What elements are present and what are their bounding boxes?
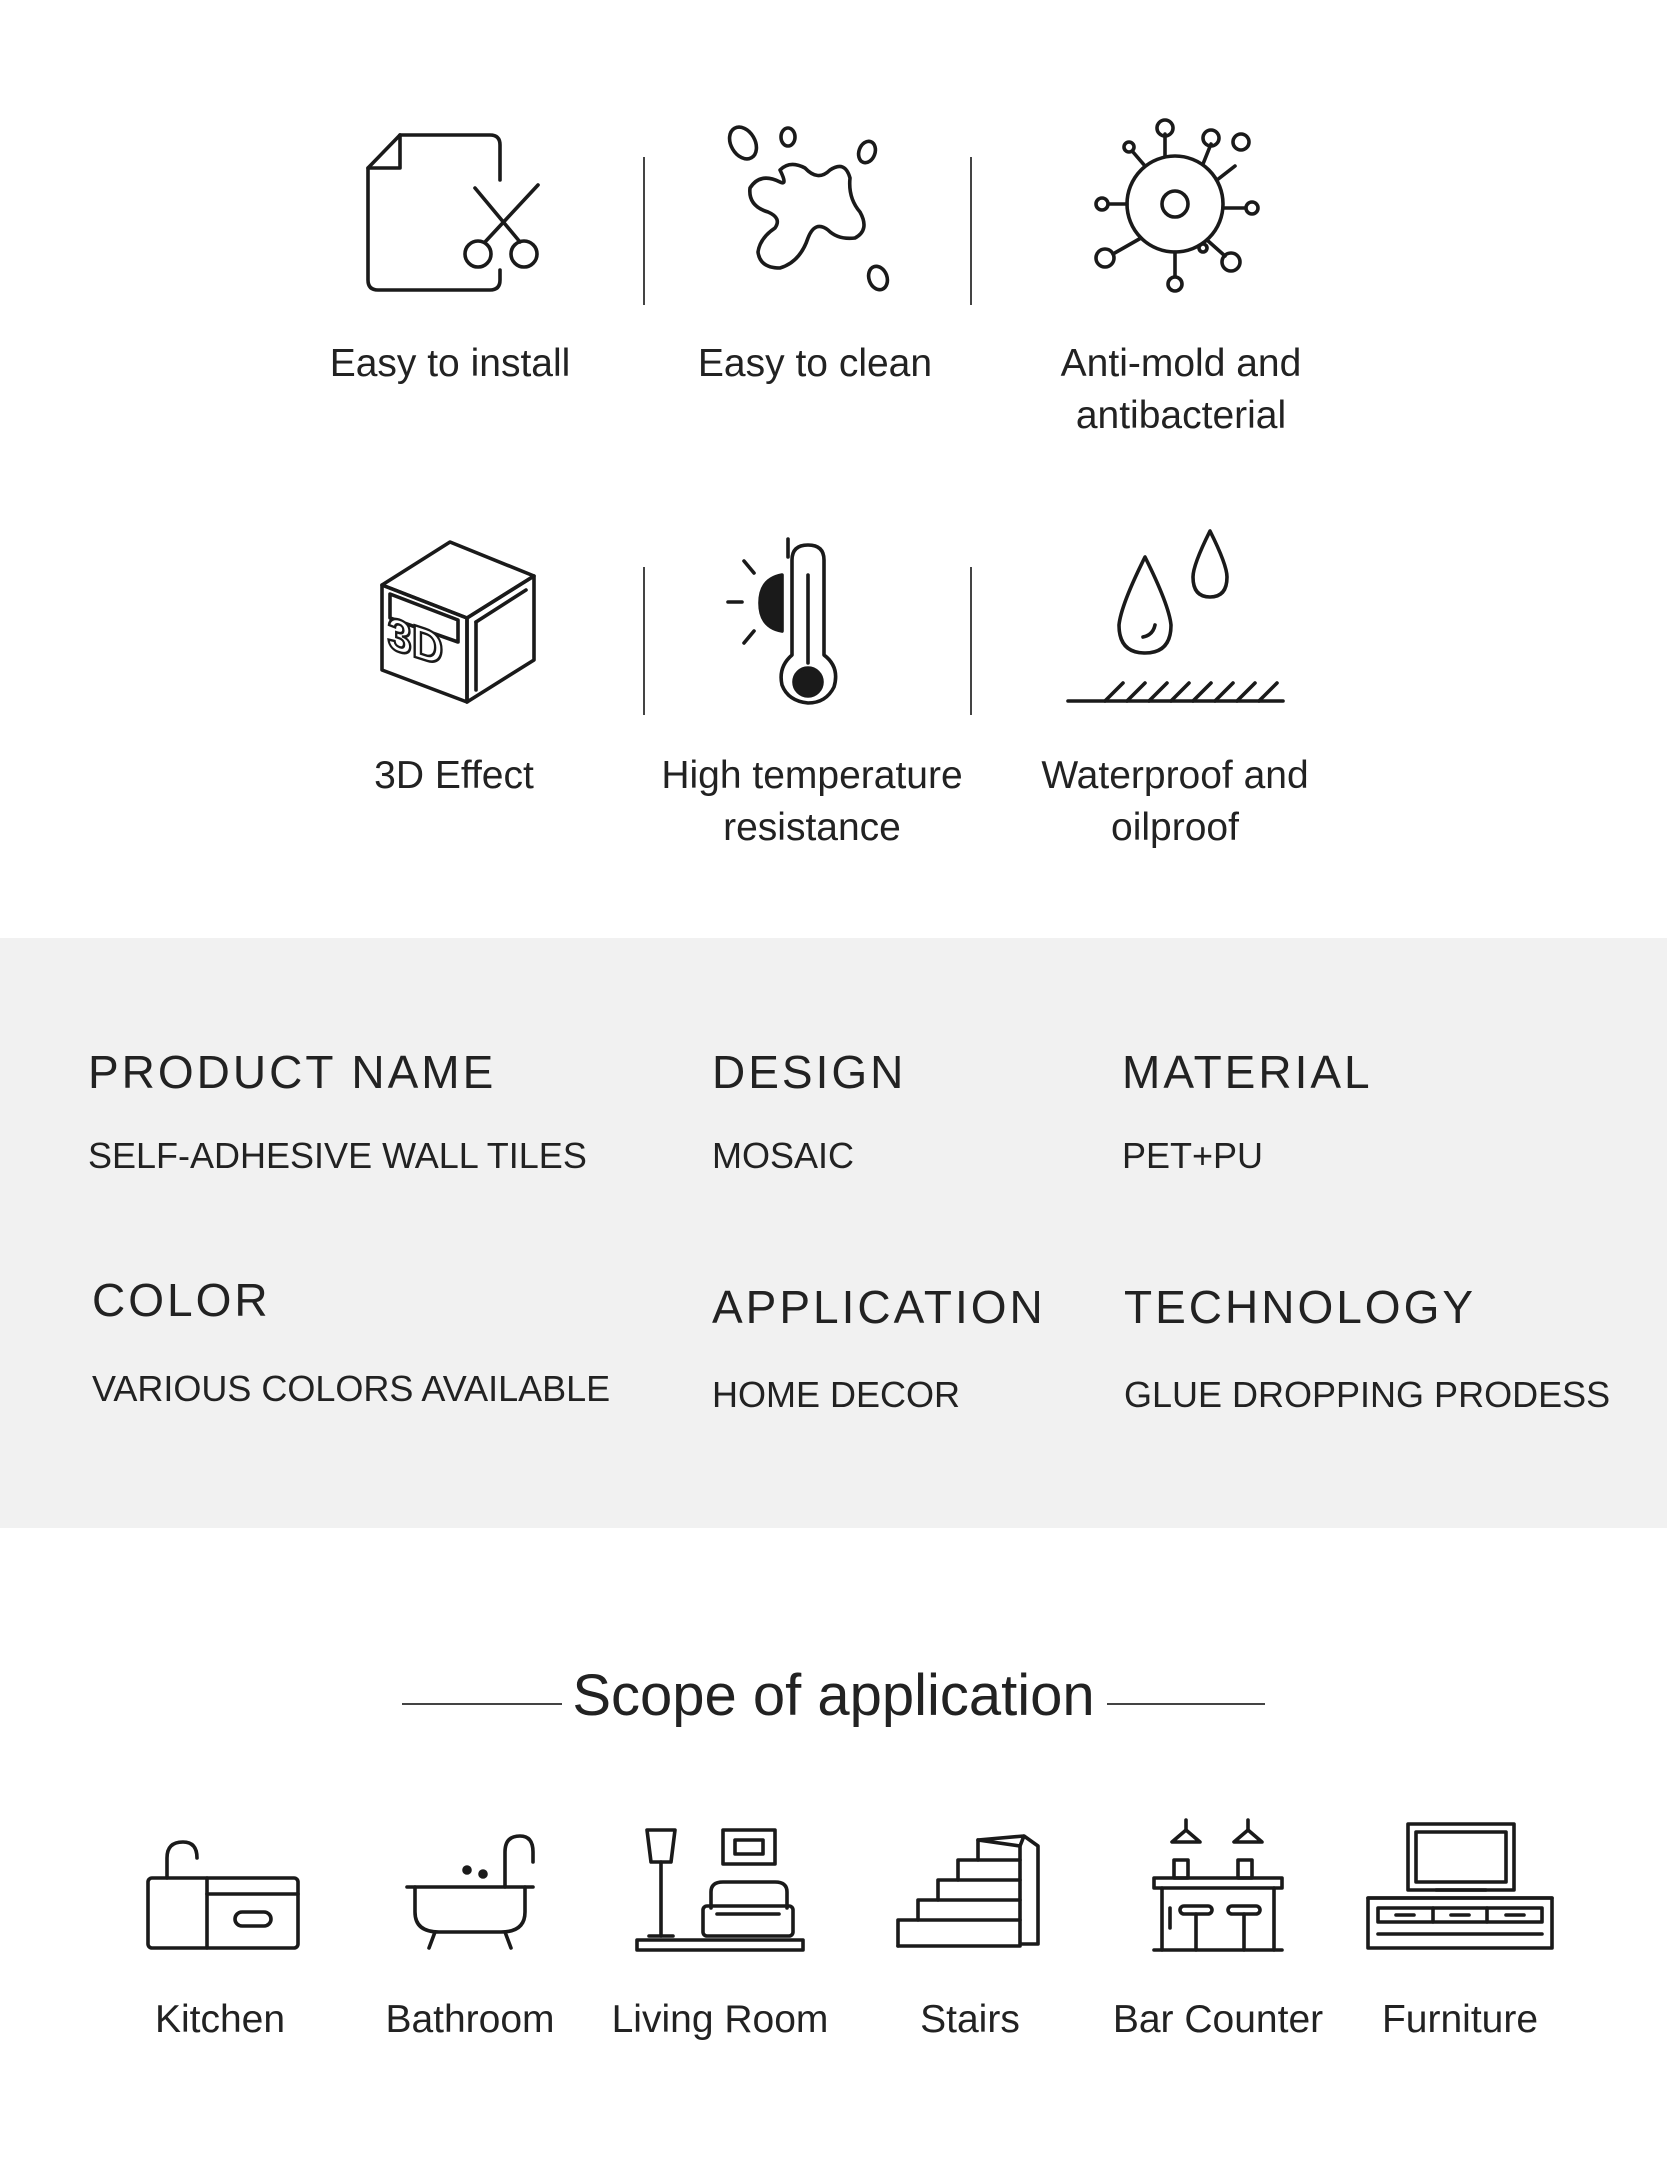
feature-waterproof: [1065, 525, 1285, 710]
bacteria-icon: [1085, 118, 1265, 298]
spec-value-color: VARIOUS COLORS AVAILABLE: [92, 1368, 611, 1409]
water-drops-icon: [1065, 525, 1285, 705]
feature-easy-clean: [720, 120, 900, 305]
feature-label: Waterproof and oilproof: [1041, 754, 1309, 849]
feature-divider: [970, 157, 972, 305]
feature-high-temperature: [722, 535, 872, 710]
scope-label: Stairs: [920, 1998, 1020, 2041]
scope-label: Bar Counter: [1112, 1998, 1324, 2041]
feature-3d-effect: [372, 530, 542, 715]
scope-label: Kitchen: [154, 1998, 286, 2041]
spec-heading-color: COLOR: [92, 1274, 271, 1326]
spec-panel: [0, 938, 1667, 1528]
feature-label: Easy to clean: [697, 342, 933, 385]
spec-value-technology: GLUE DROPPING PRODESS: [1124, 1374, 1611, 1415]
spec-value-design: MOSAIC: [712, 1135, 855, 1176]
scope-rule-right: [1107, 1703, 1265, 1705]
scope-title: Scope of application: [572, 1663, 1095, 1728]
spec-heading-material: MATERIAL: [1122, 1046, 1373, 1098]
scope-label: Living Room: [611, 1998, 829, 2041]
bathtub-icon: [405, 1832, 535, 1952]
stairs-icon: [896, 1832, 1044, 1948]
living-room-icon: [635, 1828, 805, 1953]
scissors-document-icon: [360, 130, 550, 300]
bar-counter-icon: [1150, 1818, 1285, 1956]
scope-label: Furniture: [1381, 1998, 1539, 2041]
spec-heading-application: APPLICATION: [712, 1281, 1046, 1333]
thermometer-sun-icon: [722, 535, 872, 705]
feature-divider: [643, 567, 645, 715]
cube-3d-text: 3D: [387, 605, 444, 677]
feature-anti-mold: [1085, 118, 1265, 303]
splash-icon: [720, 120, 900, 300]
spec-heading-product-name: PRODUCT NAME: [88, 1046, 497, 1098]
spec-heading-design: DESIGN: [712, 1046, 907, 1098]
feature-label: High temperature resistance: [661, 754, 963, 849]
spec-value-product-name: SELF-ADHESIVE WALL TILES: [88, 1135, 587, 1176]
spec-value-application: HOME DECOR: [712, 1374, 961, 1415]
feature-divider: [970, 567, 972, 715]
furniture-icon: [1366, 1822, 1554, 1952]
feature-easy-install: [360, 130, 550, 305]
feature-label: 3D Effect: [374, 754, 534, 797]
spec-value-material: PET+PU: [1122, 1135, 1264, 1176]
spec-heading-technology: TECHNOLOGY: [1124, 1281, 1477, 1333]
kitchen-icon: [145, 1838, 300, 1953]
feature-label: Easy to install: [329, 342, 571, 385]
scope-label: Bathroom: [385, 1998, 555, 2041]
feature-divider: [643, 157, 645, 305]
feature-label: Anti-mold and antibacterial: [1060, 342, 1302, 437]
